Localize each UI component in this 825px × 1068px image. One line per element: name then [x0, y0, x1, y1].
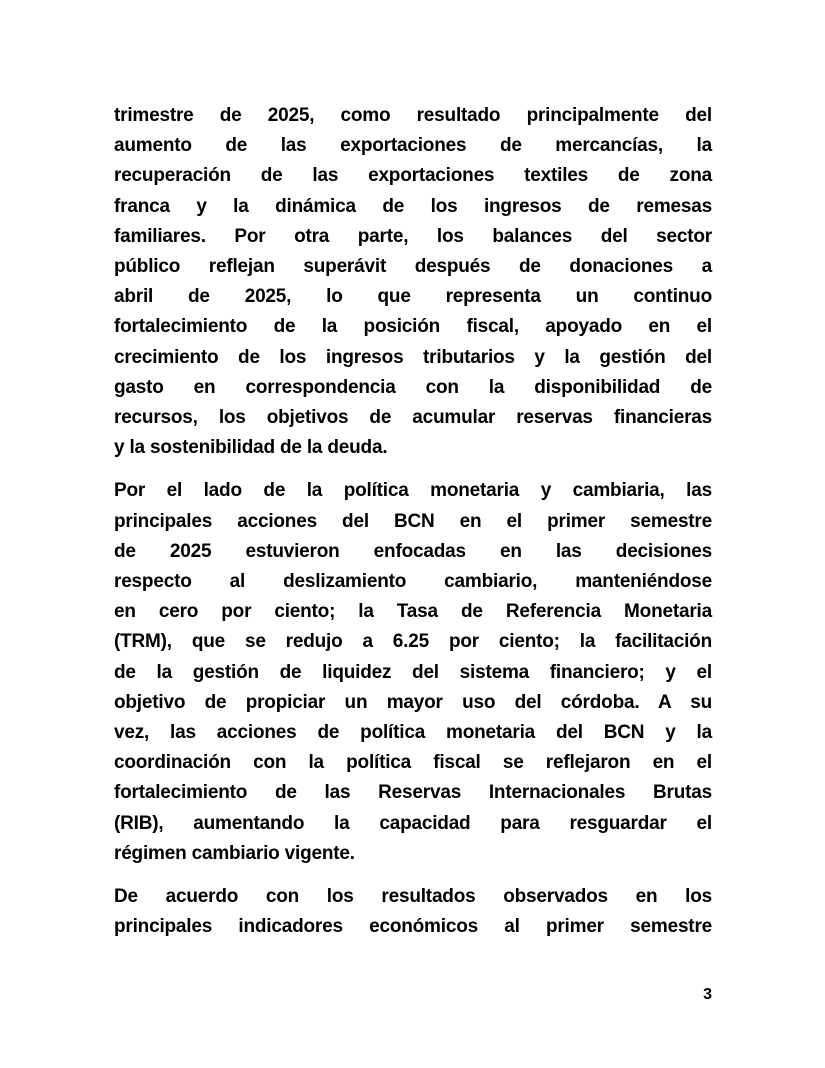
text-line: en cero por ciento; la Tasa de Referencia Monetaria: [114, 601, 712, 623]
text-line: familiares. Por otra parte, los balances del sector: [114, 225, 712, 247]
text-line: vez, las acciones de política monetaria del BCN y la: [114, 722, 712, 744]
text-line: y la sostenibilidad de la deuda.: [114, 437, 388, 459]
text-line: (TRM), que se redujo a 6.25 por ciento; la facilitación: [114, 631, 712, 653]
text-line: objetivo de propiciar un mayor uso del córdoba. A su: [114, 691, 712, 713]
text-line: crecimiento de los ingresos tributarios y la gestión del: [114, 346, 712, 368]
text-line: de la gestión de liquidez del sistema financiero; y el: [114, 661, 712, 683]
text-line: franca y la dinámica de los ingresos de remesas: [114, 195, 712, 217]
text-line: aumento de las exportaciones de mercancías, la: [114, 135, 712, 157]
text-line: (RIB), aumentando la capacidad para resguardar el: [114, 812, 712, 834]
text-line: de 2025 estuvieron enfocadas en las decisiones: [114, 540, 712, 562]
text-line: coordinación con la política fiscal se reflejaron en el: [114, 752, 712, 774]
text-line: régimen cambiario vigente.: [114, 842, 355, 864]
text-line: principales acciones del BCN en el primer semestre: [114, 510, 712, 532]
text-line: principales indicadores económicos al primer semestre: [114, 916, 712, 938]
text-line: fortalecimiento de las Reservas Internacionales Brutas: [114, 782, 712, 804]
paragraph: [114, 101, 712, 463]
page-number: 3: [703, 986, 712, 1003]
text-line: gasto en correspondencia con la disponibilidad de: [114, 376, 712, 398]
text-line: trimestre de 2025, como resultado principalmente del: [114, 105, 712, 126]
paragraph: [114, 476, 712, 869]
text-line: Por el lado de la política monetaria y cambiaria, las: [114, 480, 712, 502]
text-line: recursos, los objetivos de acumular reservas financieras: [114, 407, 712, 429]
text-line: recuperación de las exportaciones textiles de zona: [114, 165, 712, 187]
paragraph: [114, 882, 712, 942]
text-line: De acuerdo con los resultados observados en los: [114, 886, 712, 908]
body-text: [114, 101, 712, 955]
text-line: abril de 2025, lo que representa un continuo: [114, 286, 712, 308]
text-line: público reflejan superávit después de donaciones a: [114, 256, 712, 278]
text-line: respecto al deslizamiento cambiario, manteniéndose: [114, 571, 712, 593]
text-line: fortalecimiento de la posición fiscal, apoyado en el: [114, 316, 712, 338]
